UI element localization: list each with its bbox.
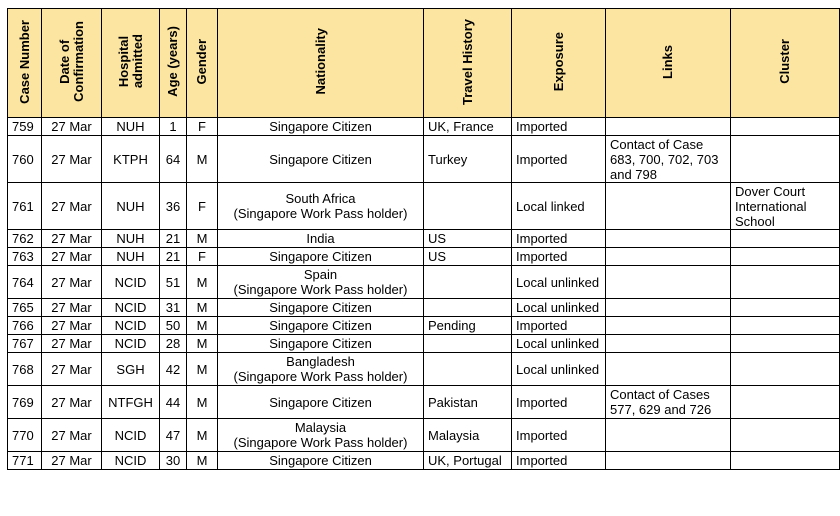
header-cluster: Cluster xyxy=(731,9,840,118)
cell-case-number: 763 xyxy=(8,248,42,266)
cell-hospital: NUH xyxy=(102,230,160,248)
cell-case-number: 764 xyxy=(8,266,42,299)
cell-exposure: Local linked xyxy=(512,183,606,230)
cell-age: 30 xyxy=(160,452,187,470)
cell-date: 27 Mar xyxy=(42,136,102,183)
cell-nationality: Singapore Citizen xyxy=(218,248,424,266)
cell-case-number: 771 xyxy=(8,452,42,470)
cell-case-number: 767 xyxy=(8,335,42,353)
cell-links xyxy=(606,118,731,136)
cell-gender: M xyxy=(187,317,218,335)
cell-travel-history: US xyxy=(424,248,512,266)
cell-nationality: Singapore Citizen xyxy=(218,118,424,136)
cell-exposure: Imported xyxy=(512,386,606,419)
header-case-number: Case Number xyxy=(8,9,42,118)
table-row xyxy=(8,136,840,183)
header-date-of-confirmation: Date of Confirmation xyxy=(42,9,102,118)
table-body xyxy=(8,118,840,470)
cell-links xyxy=(606,266,731,299)
cell-gender: M xyxy=(187,230,218,248)
cell-date: 27 Mar xyxy=(42,353,102,386)
cell-exposure: Local unlinked xyxy=(512,266,606,299)
cell-case-number: 760 xyxy=(8,136,42,183)
cell-case-number: 768 xyxy=(8,353,42,386)
cell-date: 27 Mar xyxy=(42,452,102,470)
cell-links xyxy=(606,452,731,470)
table-row xyxy=(8,266,840,299)
cell-date: 27 Mar xyxy=(42,266,102,299)
cell-hospital: NUH xyxy=(102,248,160,266)
cell-exposure: Local unlinked xyxy=(512,335,606,353)
cell-cluster xyxy=(731,248,840,266)
cell-cluster xyxy=(731,386,840,419)
cell-age: 51 xyxy=(160,266,187,299)
cell-cluster xyxy=(731,317,840,335)
cell-age: 47 xyxy=(160,419,187,452)
cell-cluster xyxy=(731,136,840,183)
cell-nationality: Singapore Citizen xyxy=(218,386,424,419)
cell-exposure: Imported xyxy=(512,248,606,266)
cell-links xyxy=(606,419,731,452)
cell-links xyxy=(606,335,731,353)
cell-gender: F xyxy=(187,248,218,266)
table-row xyxy=(8,317,840,335)
cell-cluster xyxy=(731,230,840,248)
cell-date: 27 Mar xyxy=(42,317,102,335)
cell-travel-history xyxy=(424,353,512,386)
cell-exposure: Imported xyxy=(512,317,606,335)
cell-age: 42 xyxy=(160,353,187,386)
cell-travel-history: Turkey xyxy=(424,136,512,183)
cell-nationality: Singapore Citizen xyxy=(218,317,424,335)
cell-hospital: NCID xyxy=(102,317,160,335)
cell-travel-history: UK, Portugal xyxy=(424,452,512,470)
cell-cluster xyxy=(731,266,840,299)
cell-hospital: NCID xyxy=(102,266,160,299)
cell-nationality: South Africa (Singapore Work Pass holder) xyxy=(218,183,424,230)
cell-age: 21 xyxy=(160,248,187,266)
cell-travel-history: Malaysia xyxy=(424,419,512,452)
cell-gender: M xyxy=(187,353,218,386)
cell-exposure: Imported xyxy=(512,118,606,136)
cell-links xyxy=(606,353,731,386)
cell-hospital: NCID xyxy=(102,452,160,470)
cell-nationality: Singapore Citizen xyxy=(218,136,424,183)
table-row xyxy=(8,335,840,353)
cell-hospital: NUH xyxy=(102,118,160,136)
cell-cluster xyxy=(731,335,840,353)
cell-age: 44 xyxy=(160,386,187,419)
cell-gender: M xyxy=(187,335,218,353)
cell-exposure: Local unlinked xyxy=(512,353,606,386)
cell-gender: M xyxy=(187,452,218,470)
table-row xyxy=(8,248,840,266)
cell-gender: M xyxy=(187,419,218,452)
cell-hospital: NCID xyxy=(102,299,160,317)
cell-age: 21 xyxy=(160,230,187,248)
cell-gender: M xyxy=(187,266,218,299)
cell-nationality: Singapore Citizen xyxy=(218,299,424,317)
table-row xyxy=(8,183,840,230)
cell-date: 27 Mar xyxy=(42,248,102,266)
cell-hospital: NCID xyxy=(102,335,160,353)
table-row xyxy=(8,419,840,452)
cell-cluster xyxy=(731,299,840,317)
header-hospital-admitted: Hospital admitted xyxy=(102,9,160,118)
cell-date: 27 Mar xyxy=(42,183,102,230)
cell-travel-history xyxy=(424,183,512,230)
table-row xyxy=(8,299,840,317)
table-row xyxy=(8,452,840,470)
cell-nationality: Singapore Citizen xyxy=(218,335,424,353)
header-exposure: Exposure xyxy=(512,9,606,118)
cell-case-number: 769 xyxy=(8,386,42,419)
cell-gender: M xyxy=(187,136,218,183)
cell-case-number: 766 xyxy=(8,317,42,335)
cell-exposure: Local unlinked xyxy=(512,299,606,317)
cell-cluster xyxy=(731,419,840,452)
table-row xyxy=(8,386,840,419)
cell-hospital: KTPH xyxy=(102,136,160,183)
cell-case-number: 759 xyxy=(8,118,42,136)
cell-gender: M xyxy=(187,386,218,419)
cell-links xyxy=(606,183,731,230)
cell-travel-history xyxy=(424,299,512,317)
cell-gender: M xyxy=(187,299,218,317)
cell-travel-history: US xyxy=(424,230,512,248)
cell-cluster: Dover Court International School xyxy=(731,183,840,230)
table-header xyxy=(8,9,840,118)
cell-hospital: NUH xyxy=(102,183,160,230)
cell-case-number: 762 xyxy=(8,230,42,248)
cell-gender: F xyxy=(187,118,218,136)
table-row xyxy=(8,230,840,248)
cell-case-number: 765 xyxy=(8,299,42,317)
header-links: Links xyxy=(606,9,731,118)
header-travel-history: Travel History xyxy=(424,9,512,118)
cell-date: 27 Mar xyxy=(42,386,102,419)
header-gender: Gender xyxy=(187,9,218,118)
cell-age: 64 xyxy=(160,136,187,183)
table-row xyxy=(8,118,840,136)
cell-travel-history xyxy=(424,266,512,299)
cell-nationality: Singapore Citizen xyxy=(218,452,424,470)
cell-links xyxy=(606,230,731,248)
cell-exposure: Imported xyxy=(512,136,606,183)
cell-hospital: NTFGH xyxy=(102,386,160,419)
cell-hospital: NCID xyxy=(102,419,160,452)
cell-hospital: SGH xyxy=(102,353,160,386)
cell-links: Contact of Cases 577, 629 and 726 xyxy=(606,386,731,419)
cell-date: 27 Mar xyxy=(42,299,102,317)
cell-case-number: 770 xyxy=(8,419,42,452)
cell-exposure: Imported xyxy=(512,452,606,470)
cell-age: 28 xyxy=(160,335,187,353)
cell-travel-history: Pakistan xyxy=(424,386,512,419)
cell-nationality: Spain (Singapore Work Pass holder) xyxy=(218,266,424,299)
cell-nationality: Bangladesh (Singapore Work Pass holder) xyxy=(218,353,424,386)
cell-links: Contact of Case 683, 700, 702, 703 and 798 xyxy=(606,136,731,183)
cell-date: 27 Mar xyxy=(42,230,102,248)
cases-table xyxy=(7,8,840,470)
cell-date: 27 Mar xyxy=(42,118,102,136)
cell-links xyxy=(606,317,731,335)
cell-links xyxy=(606,248,731,266)
cell-exposure: Imported xyxy=(512,419,606,452)
cell-nationality: Malaysia (Singapore Work Pass holder) xyxy=(218,419,424,452)
cell-age: 31 xyxy=(160,299,187,317)
cell-travel-history xyxy=(424,335,512,353)
cell-case-number: 761 xyxy=(8,183,42,230)
cell-age: 50 xyxy=(160,317,187,335)
cell-cluster xyxy=(731,353,840,386)
cell-gender: F xyxy=(187,183,218,230)
header-nationality: Nationality xyxy=(218,9,424,118)
cell-exposure: Imported xyxy=(512,230,606,248)
header-age: Age (years) xyxy=(160,9,187,118)
cell-age: 1 xyxy=(160,118,187,136)
cell-nationality: India xyxy=(218,230,424,248)
cell-links xyxy=(606,299,731,317)
cell-travel-history: UK, France xyxy=(424,118,512,136)
cell-travel-history: Pending xyxy=(424,317,512,335)
cell-date: 27 Mar xyxy=(42,335,102,353)
cell-cluster xyxy=(731,118,840,136)
table-row xyxy=(8,353,840,386)
cell-age: 36 xyxy=(160,183,187,230)
cell-cluster xyxy=(731,452,840,470)
cell-date: 27 Mar xyxy=(42,419,102,452)
